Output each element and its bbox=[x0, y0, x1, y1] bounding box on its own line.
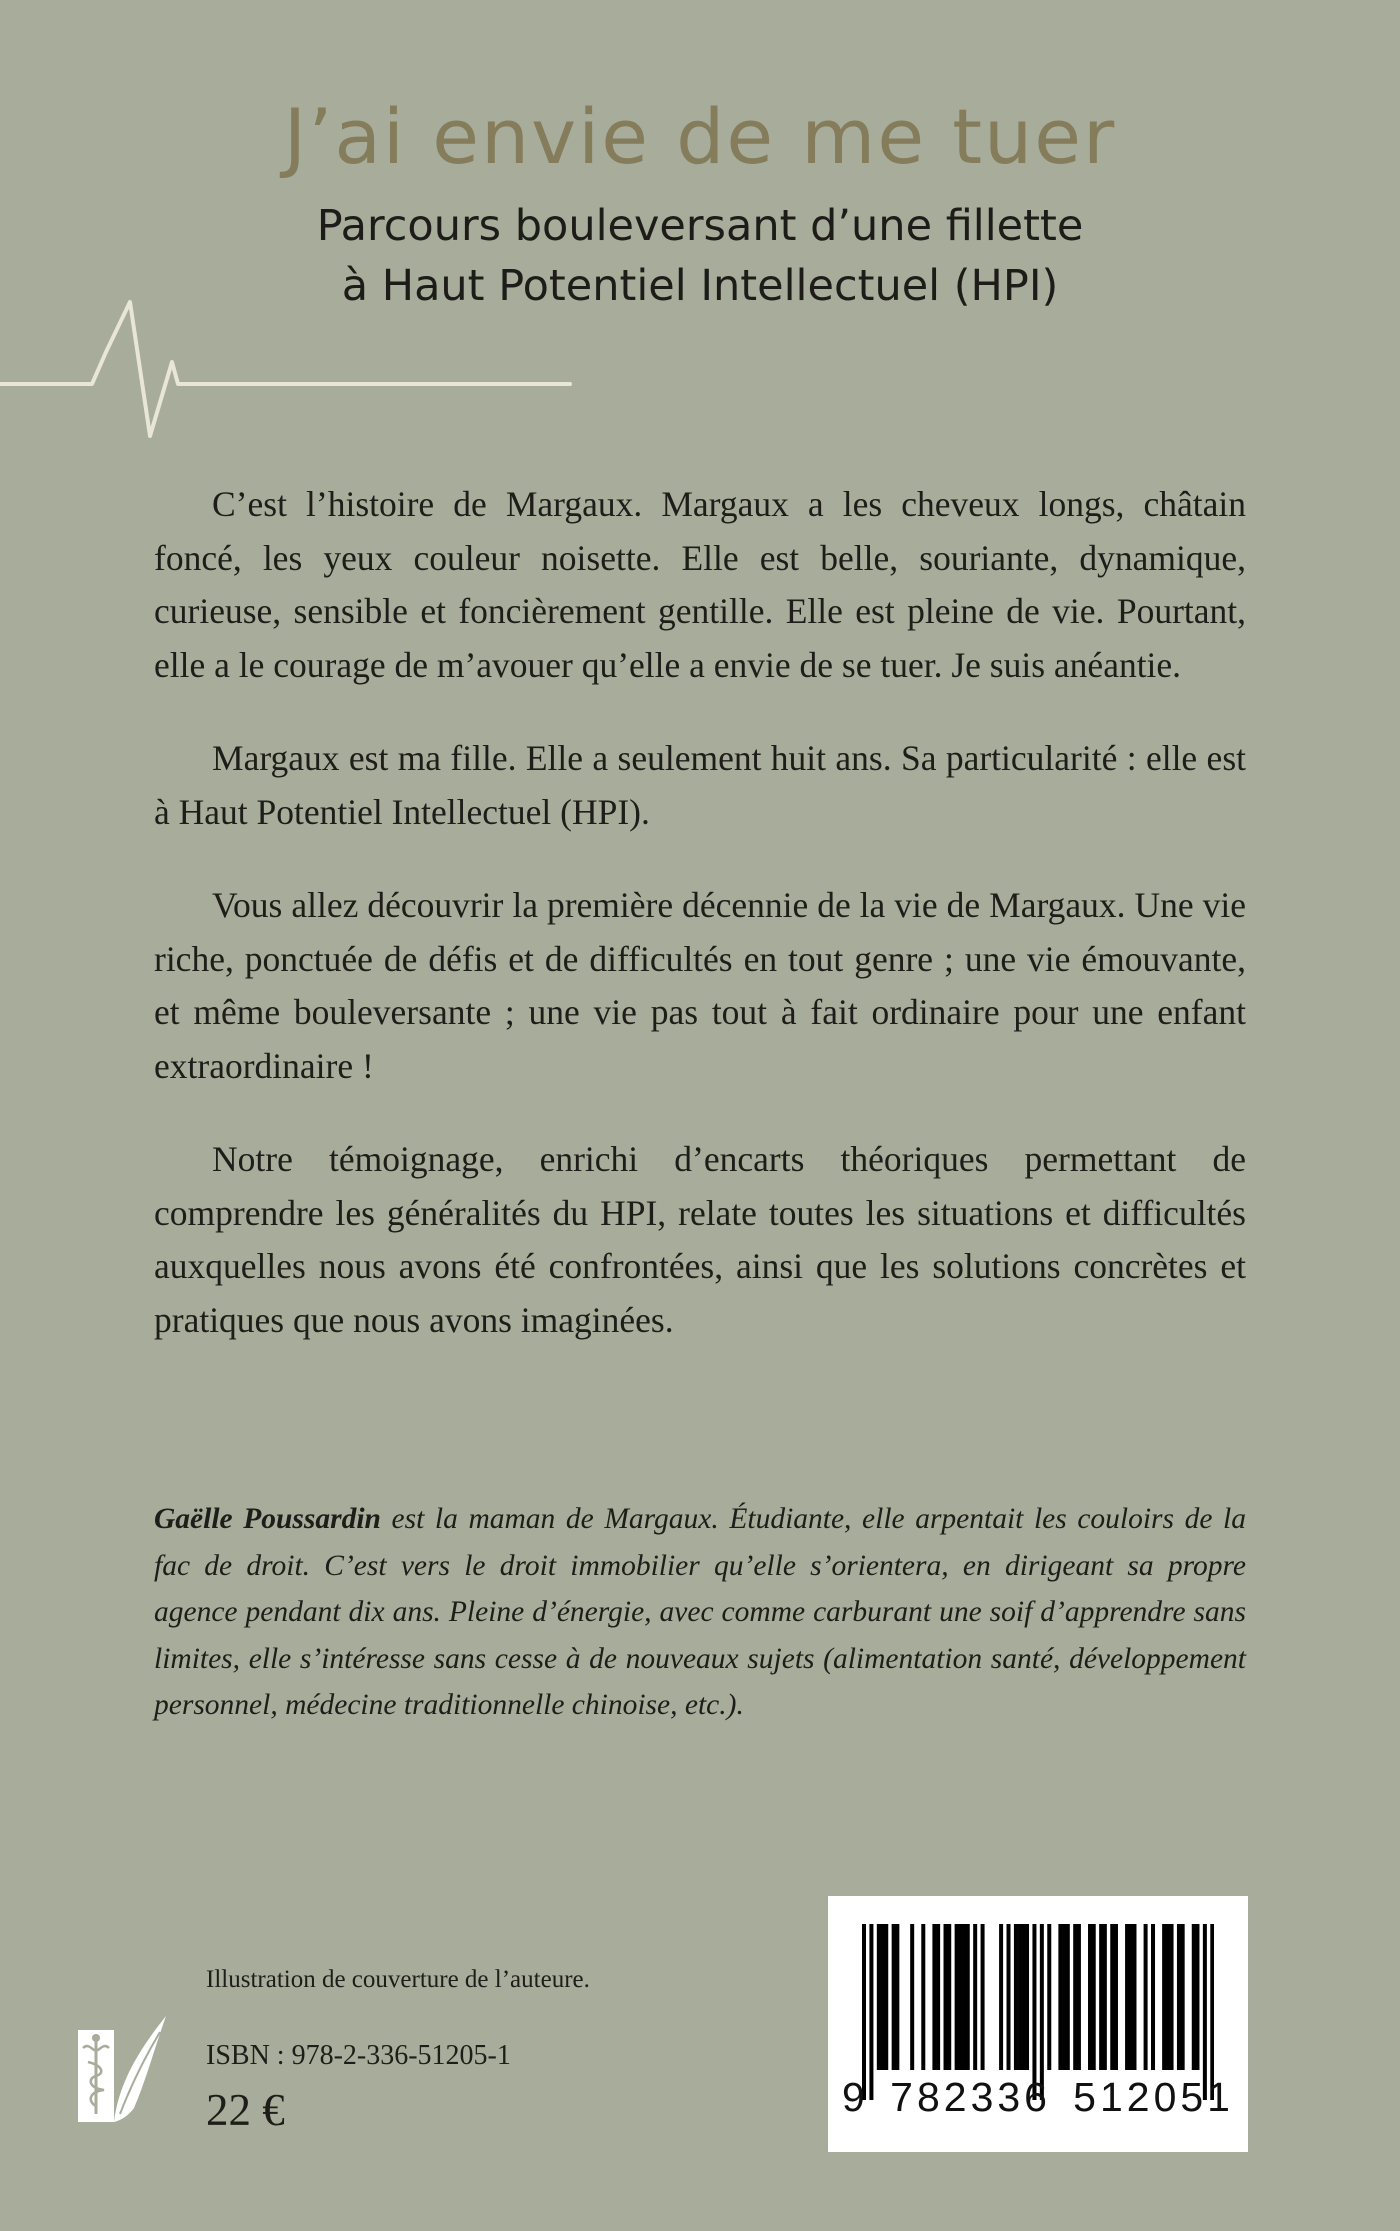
barcode-bar bbox=[932, 1924, 936, 2070]
barcode-bar bbox=[981, 1924, 985, 2070]
barcode-bar bbox=[1195, 1924, 1199, 2070]
barcode-bar bbox=[1151, 1924, 1155, 2070]
barcode-bar bbox=[1132, 1924, 1136, 2070]
barcode-bar bbox=[1021, 1924, 1025, 2070]
barcode-bar bbox=[966, 1924, 970, 2070]
barcode-bar bbox=[1025, 1924, 1029, 2070]
barcode-bar bbox=[1047, 1924, 1051, 2070]
barcode-bar bbox=[1058, 1924, 1062, 2070]
barcode-bar bbox=[1099, 1924, 1103, 2070]
barcode-bar bbox=[944, 1924, 948, 2070]
author-name: Gaëlle Poussardin bbox=[154, 1503, 381, 1535]
barcode-first-digit: 9 bbox=[842, 2074, 865, 2120]
barcode-bar bbox=[936, 1924, 940, 2070]
barcode-bar bbox=[1125, 1924, 1129, 2070]
blurb-paragraph-2: Margaux est ma fille. Elle a seulement huit ans. Sa particularité : elle est à Haut Potentiel Intellectuel (HPI). bbox=[154, 738, 1246, 832]
barcode-bar bbox=[955, 1924, 959, 2070]
barcode-bar bbox=[1166, 1924, 1170, 2070]
book-title: J’ai envie de me tuer bbox=[283, 92, 1117, 181]
barcode-bar bbox=[1177, 1924, 1181, 2070]
barcode-bar bbox=[1092, 1924, 1096, 2070]
blurb bbox=[154, 478, 1246, 1387]
barcode-digits-left: 782336 bbox=[890, 2074, 1051, 2120]
barcode-bar bbox=[1073, 1924, 1077, 2070]
barcode-bar bbox=[1088, 1924, 1092, 2070]
barcode-bar bbox=[1129, 1924, 1133, 2070]
barcode bbox=[828, 1896, 1248, 2152]
isbn: ISBN : 978-2-336-51205-1 bbox=[206, 2040, 511, 2071]
barcode-bar bbox=[1018, 1924, 1022, 2070]
barcode-bar bbox=[973, 1924, 977, 2070]
barcode-bar bbox=[884, 1924, 888, 2070]
barcode-bar bbox=[1103, 1924, 1107, 2070]
barcode-bar bbox=[921, 1924, 925, 2070]
barcode-bar bbox=[947, 1924, 951, 2070]
barcode-bar bbox=[1162, 1924, 1166, 2070]
heartbeat-line-icon bbox=[0, 298, 600, 438]
barcode-bar bbox=[895, 1924, 899, 2070]
barcode-bar bbox=[1110, 1924, 1114, 2070]
subtitle-line-2: à Haut Potentiel Intellectuel (HPI) bbox=[341, 261, 1059, 311]
barcode-bar bbox=[881, 1924, 885, 2070]
barcode-bar bbox=[1192, 1924, 1196, 2070]
barcode-digits-right: 512051 bbox=[1073, 2074, 1234, 2120]
price: 22 € bbox=[206, 2085, 285, 2135]
barcode-bar bbox=[1062, 1924, 1066, 2070]
barcode-bar bbox=[1170, 1924, 1174, 2070]
barcode-bar bbox=[1181, 1924, 1185, 2070]
barcode-bar bbox=[1007, 1924, 1011, 2070]
barcode-bar bbox=[962, 1924, 966, 2070]
blurb-paragraph-1: C’est l’histoire de Margaux. Margaux a les cheveux longs, châtain foncé, les yeux couleur noisette. Elle est belle, souriante, dynamique, curieuse, sensible et foncièrement gentille. Elle est pleine de vie. Pourtant, elle a le courage de m’avouer qu’elle a envie de se tuer. Je suis anéantie. bbox=[154, 484, 1246, 685]
barcode-bar bbox=[1077, 1924, 1081, 2070]
subtitle-line-1: Parcours bouleversant d’une fillette bbox=[316, 201, 1084, 251]
barcode-bar bbox=[999, 1924, 1003, 2070]
barcode-digits bbox=[842, 2074, 1234, 2121]
cover-illustration-credit: Illustration de couverture de l’auteure. bbox=[206, 1966, 590, 1993]
author-bio-text: est la maman de Margaux. Étudiante, elle arpentait les couloirs de la fac de droit. C’est vers le droit immobilier qu’elle s’orientera, en dirigeant sa propre agence pendant dix ans. Pleine d’énergie, avec comme carburant une soif d’apprendre sans limites, elle s’intéresse sans cesse à de nouveaux sujets (alimentation santé, développement personnel, médecine traditionnelle chinoise, etc.). bbox=[154, 1503, 1246, 1721]
barcode-bar bbox=[892, 1924, 896, 2070]
barcode-bar bbox=[1014, 1924, 1018, 2070]
barcode-bar bbox=[877, 1924, 881, 2070]
blurb-paragraph-3: Vous allez découvrir la première décennie de la vie de Margaux. Une vie riche, ponctuée de défis et de difficultés en tout genre ; une vie émouvante, et même bouleversante ; une vie pas tout à fait ordinaire pour une enfant extraordinaire ! bbox=[154, 885, 1246, 1086]
barcode-bar bbox=[1114, 1924, 1118, 2070]
blurb-paragraph-4: Notre témoignage, enrichi d’encarts théoriques permettant de comprendre les généralités du HPI, relate toutes les situations et difficultés auxquelles nous avons été confrontées, ainsi que les solutions concrètes et pratiques que nous avons imaginées. bbox=[154, 1139, 1246, 1340]
barcode-bar bbox=[1066, 1924, 1070, 2070]
barcode-bar bbox=[910, 1924, 914, 2070]
caduceus-quill-logo-icon bbox=[74, 2010, 184, 2125]
barcode-bar bbox=[1144, 1924, 1148, 2070]
author-bio bbox=[154, 1496, 1246, 1729]
barcode-bar bbox=[958, 1924, 962, 2070]
